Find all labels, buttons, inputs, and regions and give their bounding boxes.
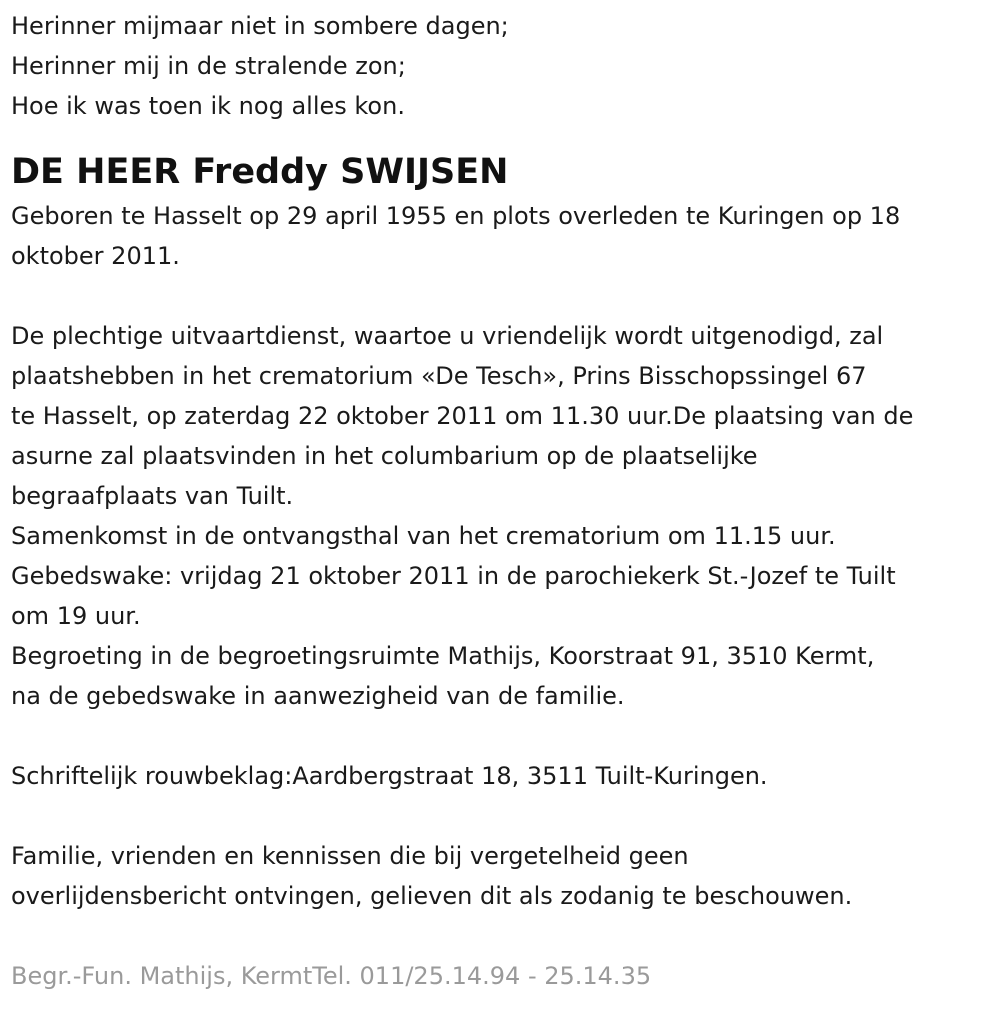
ceremony-info: [11, 316, 990, 716]
funeral-home-footer: Begr.-Fun. Mathijs, KermtTel. 011/25.14.94 - 25.14.35: [11, 962, 652, 990]
text-line: Geboren te Hasselt op 29 april 1955 en plots overleden te Kuringen op 18: [11, 202, 901, 230]
birth-death-info: [11, 196, 990, 276]
text-line: na de gebedswake in aanwezigheid van de familie.: [11, 682, 625, 710]
text-line: De plechtige uitvaartdienst, waartoe u vriendelijk wordt uitgenodigd, zal: [11, 322, 884, 350]
text-line: Familie, vrienden en kennissen die bij vergetelheid geen: [11, 842, 689, 870]
text-line: begraafplaats van Tuilt.: [11, 482, 294, 510]
text-line: om 19 uur.: [11, 602, 141, 630]
text-line: oktober 2011.: [11, 242, 180, 270]
text-line: Samenkomst in de ontvangsthal van het crematorium om 11.15 uur.: [11, 522, 836, 550]
poem: [11, 6, 990, 126]
deceased-name: DE HEER Freddy SWIJSEN: [11, 152, 509, 192]
notice: [11, 836, 990, 916]
text-line: asurne zal plaatsvinden in het columbarium op de plaatselijke: [11, 442, 758, 470]
condolences-address: Schriftelijk rouwbeklag:Aardbergstraat 18, 3511 Tuilt-Kuringen.: [11, 762, 768, 790]
text-line: te Hasselt, op zaterdag 22 oktober 2011 om 11.30 uur.De plaatsing van de: [11, 402, 914, 430]
poem-line: Herinner mij in de stralende zon;: [11, 52, 406, 80]
poem-line: Hoe ik was toen ik nog alles kon.: [11, 92, 405, 120]
text-line: Gebedswake: vrijdag 21 oktober 2011 in de parochiekerk St.-Jozef te Tuilt: [11, 562, 896, 590]
text-line: overlijdensbericht ontvingen, gelieven dit als zodanig te beschouwen.: [11, 882, 853, 910]
text-line: Begroeting in de begroetingsruimte Mathijs, Koorstraat 91, 3510 Kermt,: [11, 642, 875, 670]
text-line: plaatshebben in het crematorium «De Tesch», Prins Bisschopssingel 67: [11, 362, 867, 390]
poem-line: Herinner mijmaar niet in sombere dagen;: [11, 12, 509, 40]
